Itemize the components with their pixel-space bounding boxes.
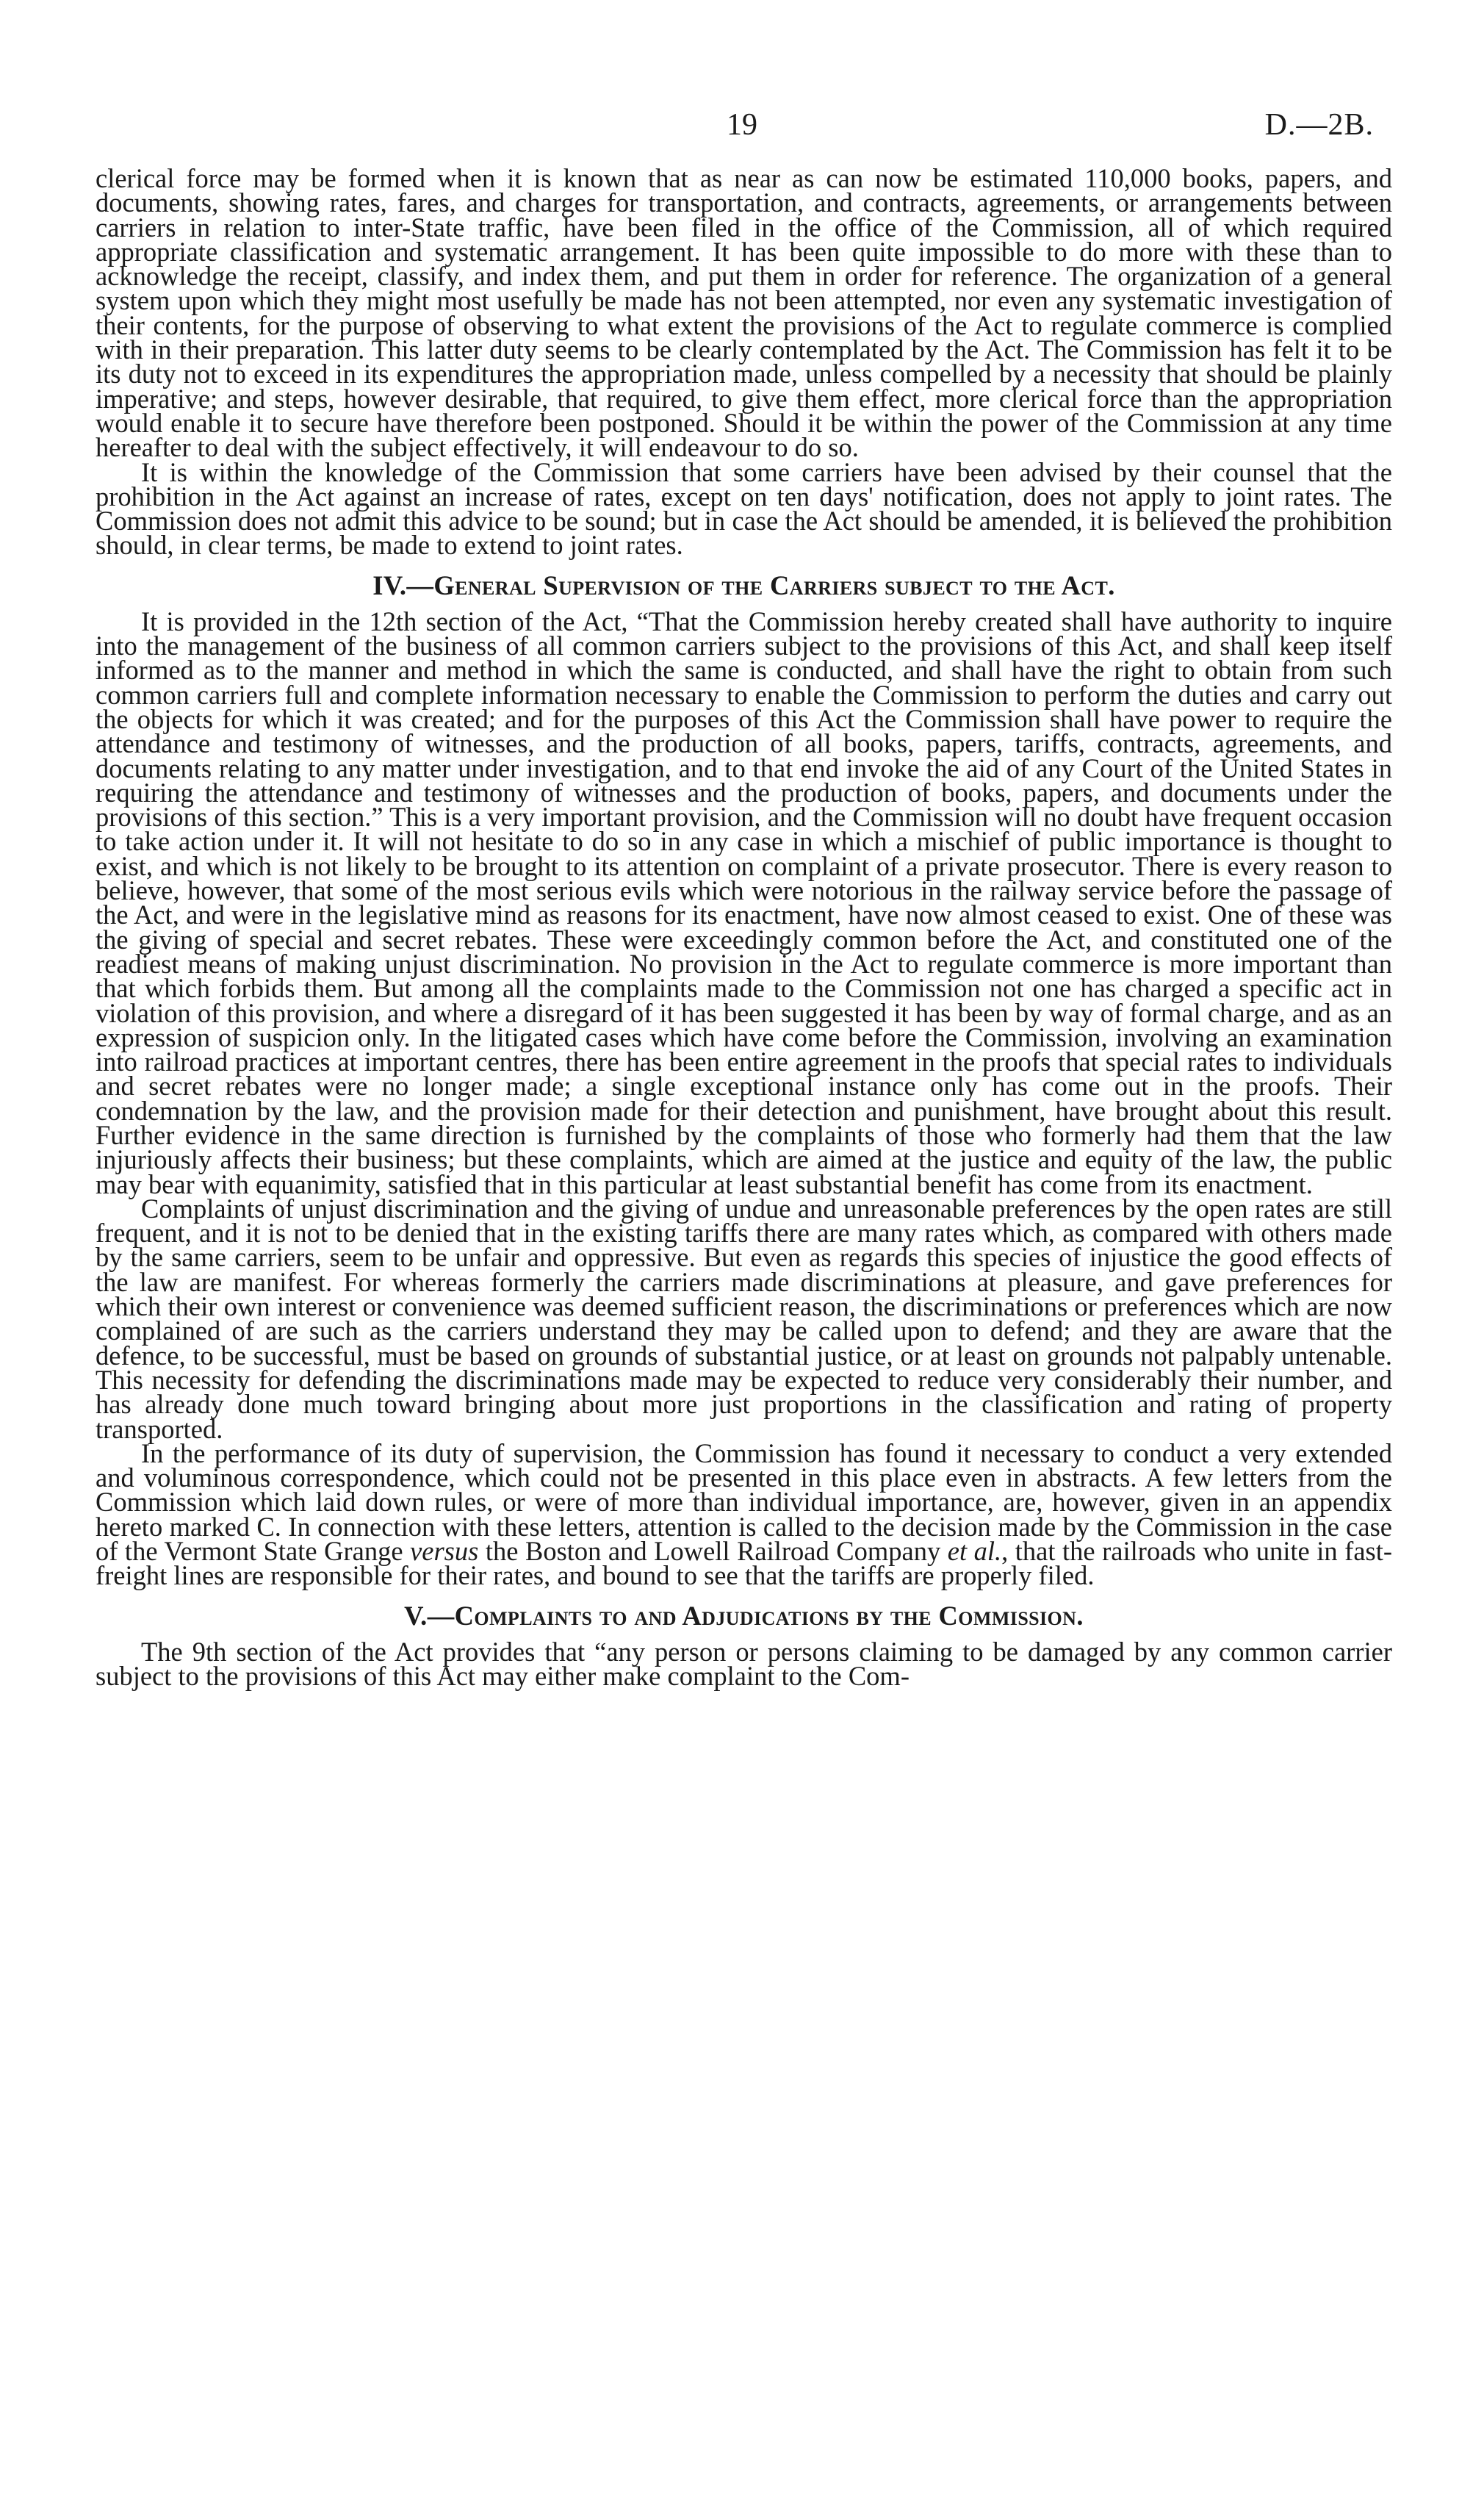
paragraph-discrimination: Complaints of unjust discrimination and the giving of undue and unreasonable preferences by the open rates are still frequent, and it is not to be denied that in the existing tariffs there are many rates which, as compared with others made by the same carriers, seem to be unfair and oppressive. But even as regards this species of injustice the good effects of the law are manifest. For whereas formerly the carriers made discriminations at pleasure, and gave preferences for which their own interest or convenience was deemed sufficient reason, the discriminations or preferences which are now complained of are such as the carriers understand they may be called upon to defend; and they are aware that the defence, to be successful, must be based on grounds of substantial justice, or at least on grounds not palpably untenable. This necessity for defending the discriminations made may be expected to reduce very considerably their number, and has already done much toward bringing about more just proportions in the classification and rating of property transported.: [96, 1193, 1392, 1444]
correspondence-text-3: , that the railroads who unite in fast-freight lines are responsible for their rates, and bound to see that the tariffs are properly filed.: [96, 1536, 1393, 1591]
body-text: [96, 163, 1393, 1691]
paragraph-continuation: clerical force may be formed when it is known that as near as can now be estimated 110,000 books, papers, and documents, showing rates, fares, and charges for transportation, and contracts, agreements, or arrangements between carriers in relation to inter-State traffic, have been filed in the office of the Commission, all of which required appropriate classification and systematic arrangement. It has been quite impossible to do more with these than to acknowledge the receipt, classify, and index them, and put them in order for reference. The organization of a general system upon which they might most usefully be made has not been attempted, nor even any systematic investigation of their contents, for the purpose of observing to what extent the provisions of the Act to regulate commerce is complied with in their preparation. This latter duty seems to be clearly contemplated by the Act. The Commission has felt it to be its duty not to exceed in its expenditures the appropriation made, unless compelled by a necessity that should be plainly imperative; and steps, however desirable, that required, to give them effect, more clerical force than the appropriation would enable it to secure have therefore been postponed. Should it be within the power of the Commission at any time hereafter to deal with the subject effectively, it will endeavour to do so.: [96, 163, 1392, 463]
paragraph-ninth-section: The 9th section of the Act provides that “any person or persons claiming to be damaged by any common carrier subject to the provisions of this Act may either make complaint to the Com-: [96, 1636, 1392, 1691]
correspondence-text-1: In the performance of its duty of supervision, the Commission has found it necessary to conduct a very extended and voluminous correspondence, which could not be presented in this place even in abstracts. A few letters from the Commission which laid down rules, or were of more than individual importance, are, however, given in an appendix hereto marked C. In connection with these letters, attention is called to the decision made by the Commission in the case of the Vermont State Grange: [96, 1437, 1392, 1567]
section-iv-heading: IV.—General Supervision of the Carriers subject to the Act.: [372, 570, 1115, 600]
correspondence-text-2: the Boston and Lowell Railroad Company: [485, 1536, 941, 1567]
italic-versus: versus: [410, 1536, 479, 1567]
paragraph-supervision-provision: It is provided in the 12th section of the Act, “That the Commission hereby created shall have authority to inquire into the management of the business of all common carriers subject to the provisions of this Act, and shall keep itself informed as to the manner and method in which the same is conducted, and shall have the right to obtain from such common carriers full and complete information necessary to enable the Commission to perform the duties and carry out the objects for which it was created; and for the purposes of this Act the Commission shall have power to require the attendance and testimony of witnesses, and the production of all books, papers, tariffs, contracts, agreements, and documents relating to any matter under investigation, and to that end invoke the aid of any Court of the United States in requiring the attendance and testimony of witnesses and the production of books, papers, and documents under the provisions of this section.” This is a very important provision, and the Commission will no doubt have frequent occasion to take action under it. It will not hesitate to do so in any case in which a mischief of public importance is thought to exist, and which is not likely to be brought to its attention on complaint of a private prosecutor. There is every reason to believe, however, that some of the most serious evils which were notorious in the railway service before the passage of the Act, and were in the legislative mind as reasons for its enactment, have now almost ceased to exist. One of these was the giving of special and secret rebates. These were exceedingly common before the Act, and constituted one of the readiest means of making unjust discrimination. No provision in the Act to regulate commerce is more important than that which forbids them. But among all the complaints made to the Commission not one has charged a specific act in violation of this provision, and where a disregard of it has been suggested it has been by way of formal charge, and as an expression of suspicion only. In the litigated cases which have come before the Commission, involving an examination into railroad practices at important centres, there has been entire agreement in the proofs that special rates to individuals and secret rebates were no longer made; a single exceptional instance only has come out in the proofs. Their condemnation by the law, and the provision made for their detection and punishment, have brought about this result. Further evidence in the same direction is furnished by the complaints of those who formerly had them that the law injuriously affects their business; but these complaints, which are aimed at the justice and equity of the law, the public may bear with equanimity, satisfied that in this particular at least substantial benefit has come from its enactment.: [96, 606, 1392, 1199]
paragraph-correspondence: [96, 1437, 1393, 1591]
page-number: 19: [727, 108, 757, 142]
paragraph-joint-rates: It is within the knowledge of the Commission that some carriers have been advised by their counsel that the prohibition in the Act against an increase of rates, except on ten days' notification, does not apply to joint rates. The Commission does not admit this advice to be sound; but in case the Act should be amended, it is believed the prohibition should, in clear terms, be made to extend to joint rates.: [96, 456, 1392, 561]
italic-et-al: et al.: [947, 1536, 1002, 1567]
document-reference: D.—2B.: [1264, 108, 1374, 142]
section-v-heading: V.—Complaints to and Adjudications by the Commission.: [404, 1600, 1084, 1631]
